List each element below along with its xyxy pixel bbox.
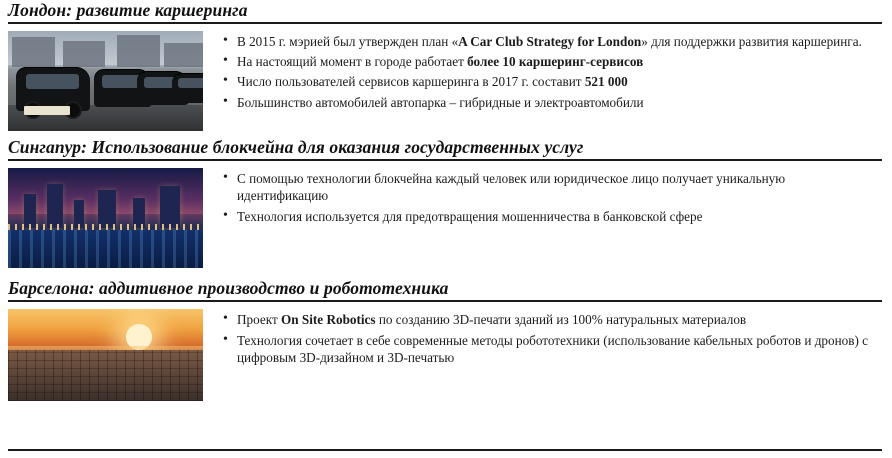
section-heading-barcelona: Барселона: аддитивное производство и робототехника: [8, 278, 449, 299]
license-plate: [24, 106, 70, 115]
bullet-list-london: [203, 31, 892, 114]
taxi-car: [16, 67, 90, 111]
list-item: [237, 94, 878, 114]
list-item: [237, 208, 878, 228]
list-item: [237, 332, 878, 369]
list-item: [237, 170, 878, 207]
building-shape: [12, 37, 55, 67]
car-window: [178, 78, 203, 88]
skyscraper: [24, 194, 36, 228]
bullet-list-singapore: [203, 168, 892, 227]
street-grid: [8, 350, 203, 402]
section-body-london: [0, 24, 892, 131]
photo-singapore-skyline-night: [8, 168, 203, 268]
list-item: [237, 53, 878, 73]
photo-london-black-cabs: [8, 31, 203, 131]
skyscraper: [160, 186, 180, 228]
section-body-barcelona: [0, 302, 892, 401]
section-barcelona: [0, 278, 892, 401]
taxi-car: [172, 73, 203, 103]
section-heading-london: Лондон: развитие каршеринга: [8, 0, 248, 20]
footer-divider: [8, 449, 882, 451]
skyscraper: [98, 190, 116, 228]
bullet-list-barcelona: [203, 309, 892, 368]
water-reflection: [8, 230, 203, 268]
bullet-text: Проект On Site Robotics по созданию 3D-печати зданий из 100% натуральных материалов: [237, 312, 747, 328]
section-singapore: [0, 137, 892, 268]
bullet-text: На настоящий момент в городе работает более 10 каршеринг-сервисов: [237, 54, 644, 70]
car-window: [26, 74, 79, 89]
list-item: [237, 73, 878, 93]
bullet-text: С помощью технологии блокчейна каждый человек или юридическое лицо получает уникальную идентификацию: [237, 171, 786, 204]
building-shape: [117, 35, 160, 67]
bullet-text: Технология используется для предотвращения мошенничества в банковской сфере: [237, 208, 703, 224]
section-london: [0, 0, 892, 131]
list-item: [237, 33, 878, 53]
bullet-text: Технология сочетает в себе современные методы робототехники (использование кабельных роботов и дронов) с цифровым 3D-дизайном и 3D-печатью: [237, 332, 869, 365]
skyscraper: [47, 184, 63, 228]
photo-barcelona-sunset-aerial: [8, 309, 203, 401]
section-heading-singapore: Сингапур: Использование блокчейна для оказания государственных услуг: [8, 137, 584, 158]
building-shape: [164, 43, 203, 67]
building-shape: [63, 41, 106, 67]
bullet-text: Большинство автомобилей автопарка – гибридные и электроавтомобили: [237, 94, 644, 110]
section-body-singapore: [0, 161, 892, 268]
list-item: [237, 311, 878, 331]
bullet-text: В 2015 г. мэрией был утвержден план «A Car Club Strategy for London» для поддержки развития каршеринга.: [237, 34, 862, 50]
bullet-text: Число пользователей сервисов каршеринга в 2017 г. составит 521 000: [237, 74, 628, 90]
